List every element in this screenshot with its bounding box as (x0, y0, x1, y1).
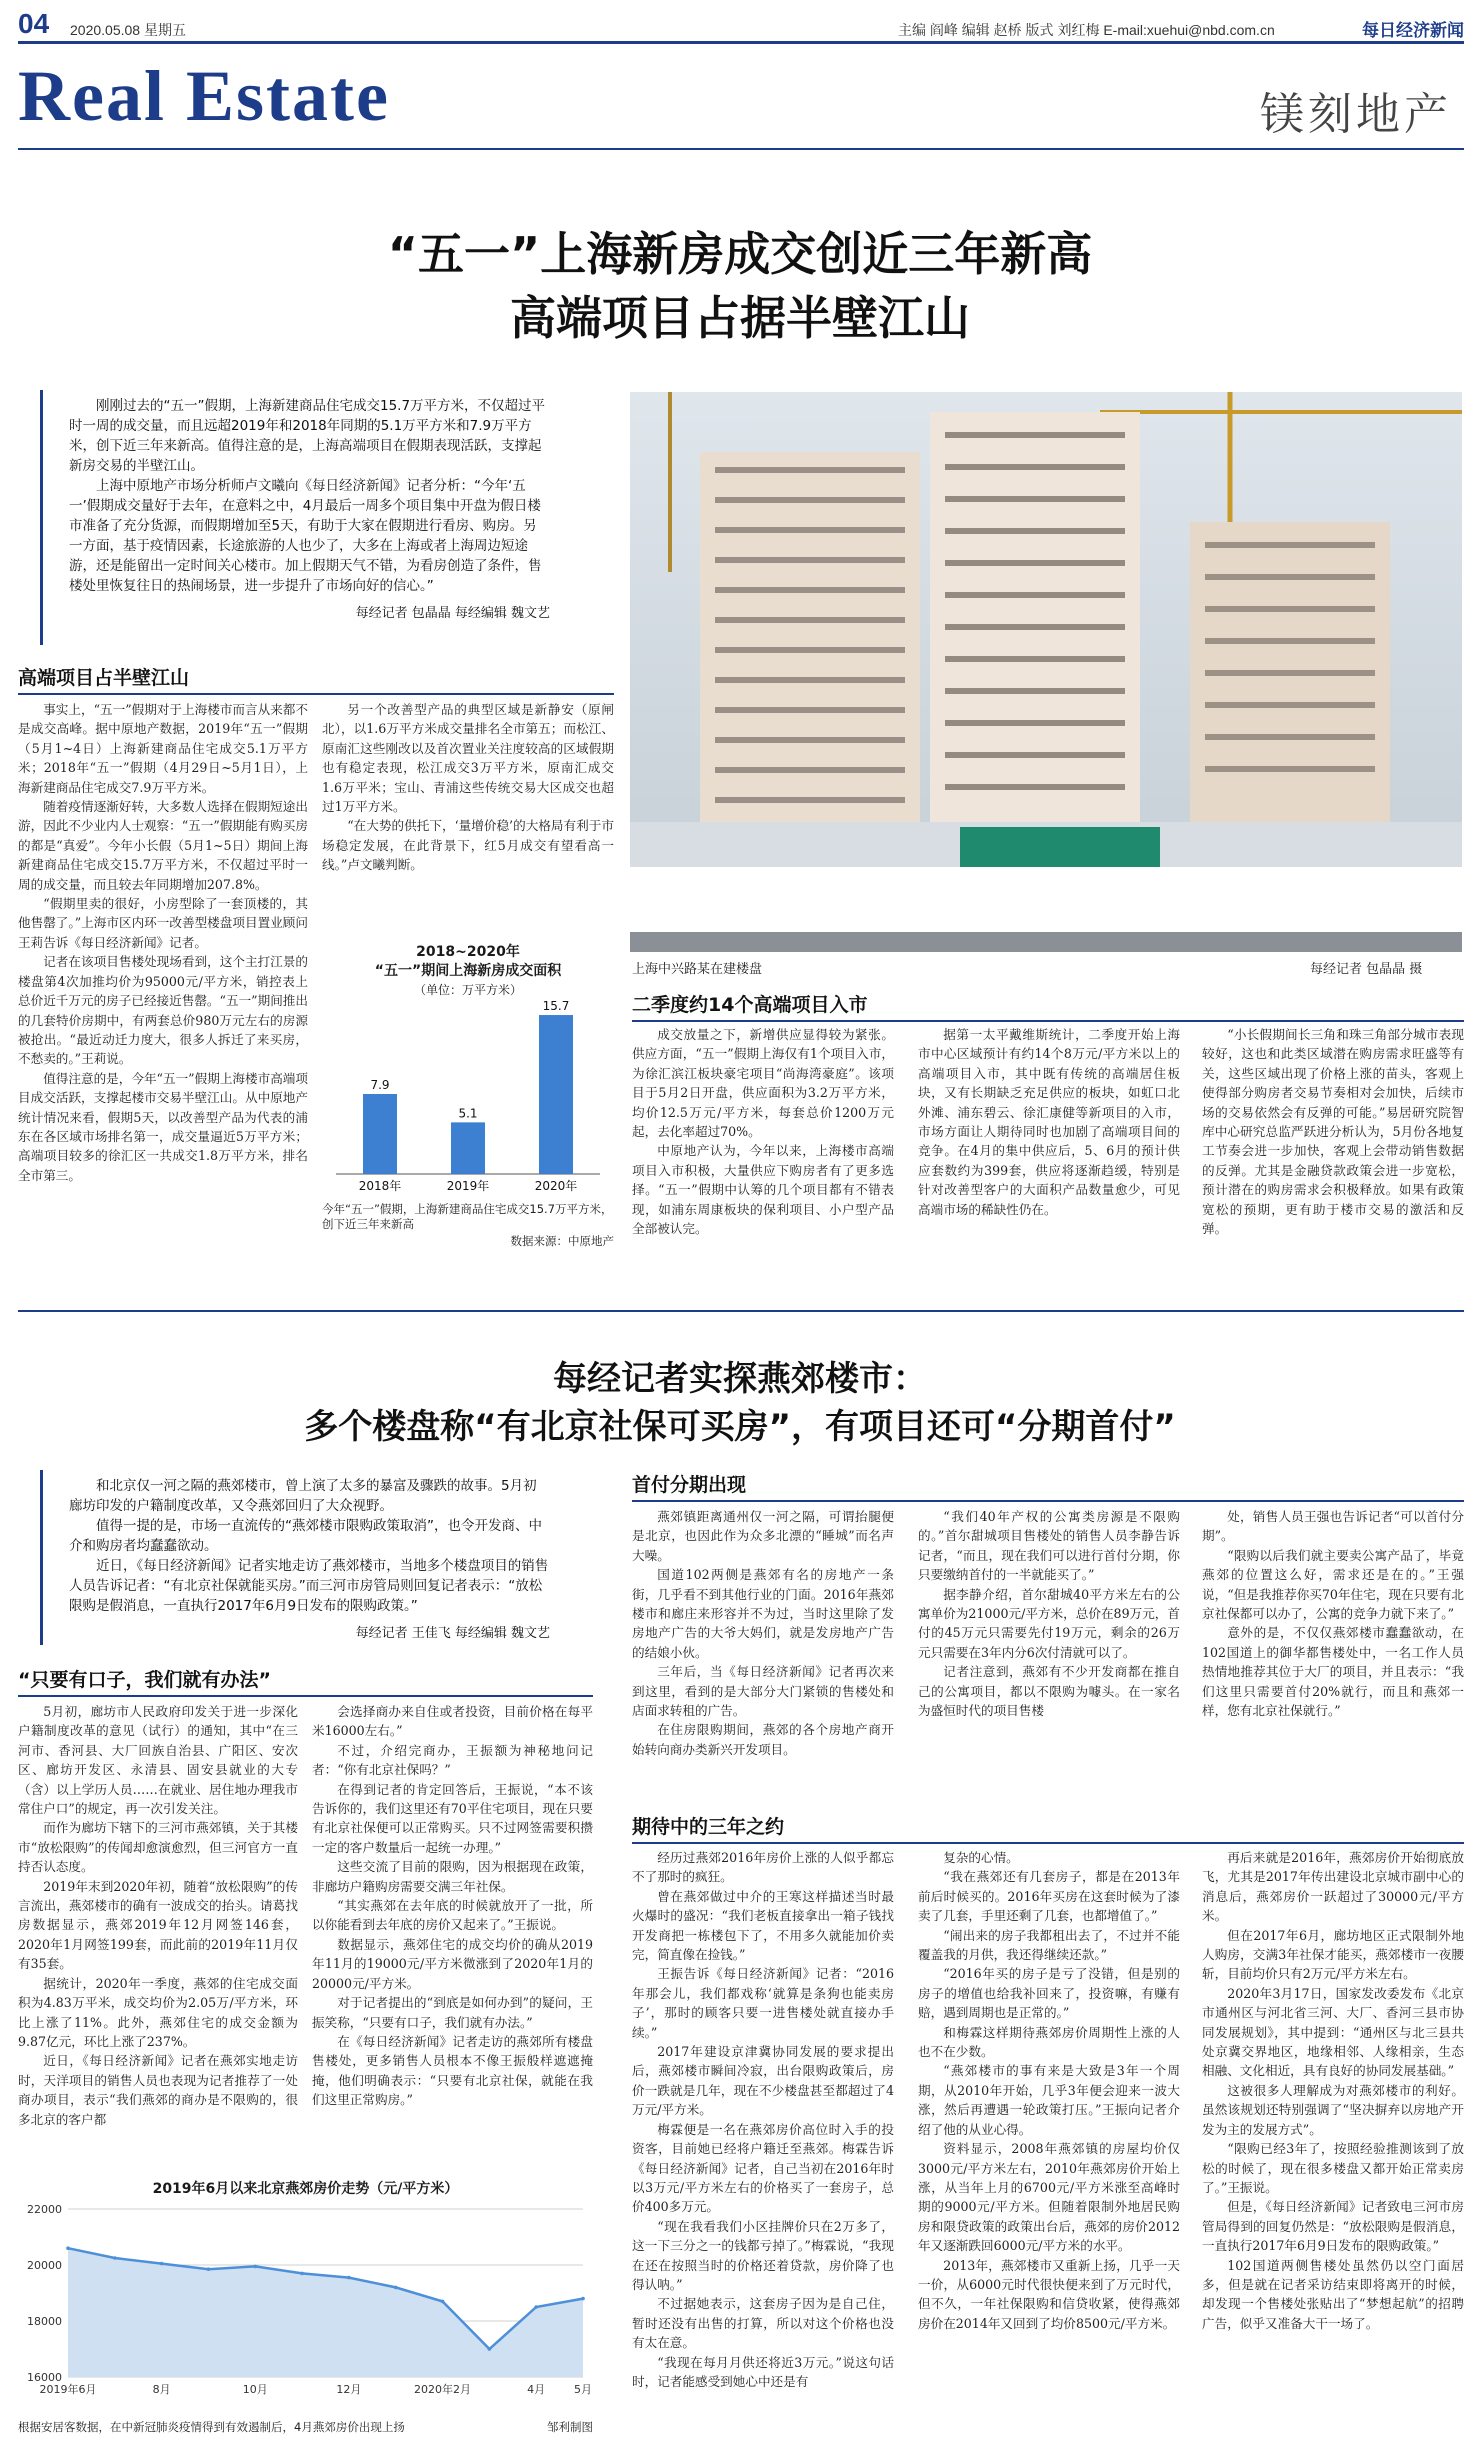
paragraph: 曾在燕郊做过中介的王寒这样描述当时最火爆时的盛况：“我们老板直接拿出一箱子钱找开发商把一栋楼包下了，不用多久就能加价卖完，简直像在捡钱。” (632, 1888, 894, 1963)
section-title-cn: 镁刻地产 (1260, 89, 1452, 140)
paragraph: 国道102两侧是燕郊有名的房地产一条街，几乎看不到其他行业的门面。2016年燕郊楼市和廊庄来形容并不为过，当时这里除了发房地产广告的大爷大妈们，就是发房地产广告的结娘小伙。 (632, 1567, 894, 1660)
paragraph: 成交放量之下，新增供应显得较为紧张。供应方面，“五一”假期上海仅有1个项目入市，为徐汇滨江板块豪宅项目“尚海湾豪庭”。该项目于5月2日开盘，供应面积为3.2万平方米，均价12.5万元/平方米，每套总价1200万元起，去化率超过70%。 (632, 1027, 894, 1140)
data-point (581, 2297, 585, 2301)
story2-lead-paragraph: 和北京仅一河之隔的燕郊楼市，曾上演了太多的暴富及骤跌的故事。5月初廊坊印发的户籍制度改革，又令燕郊回归了大众视野。 (69, 1478, 537, 1514)
series-area (68, 2248, 583, 2377)
line-chart-svg (18, 2199, 593, 2409)
chart-note: 今年“五一”假期，上海新建商品住宅成交15.7万平方米，创下近三年来新高 (322, 1202, 613, 1231)
paragraph: 2017年建设京津冀协同发展的要求提出后，燕郊楼市瞬间冷寂，出台限购政策后，房价一跌就是几年，现在不少楼盘甚至都超过了4万元/平方米。 (632, 2044, 894, 2118)
bar (539, 1015, 573, 1174)
paragraph: “闹出来的房子我都租出去了，不过并不能覆盖我的月供，我还得继续还款。” (918, 1927, 1180, 1963)
x-tick-label: 2019年6月 (39, 2383, 97, 2396)
chart-unit: （单位：万平方米） (413, 983, 522, 997)
chart-source: 数据来源：中原地产 (510, 1234, 614, 1248)
paragraph: 中原地产认为，今年以来，上海楼市高端项目入市积极，大量供应下购房者有了更多选择。“五一”假期中认筹的几个项目都有不错表现，如浦东周康板块的保利项目、小户型产品全部被认完。 (632, 1143, 894, 1237)
photo-caption: 上海中兴路某在建楼盘 (632, 962, 763, 977)
paragraph: 2020年3月17日，国家发改委发布《北京市通州区与河北省三河、大厂、香河三县市协同发展规划》，其中提到：“通州区与北三县共处京冀交界地区，地缘相邻、人缘相亲，生态相融、文化相近，具有良好的协同发展基础。” (1202, 1985, 1464, 2079)
paragraph: 意外的是，不仅仅燕郊楼市蠢蠢欲动，在102国道上的御华都售楼处中，一名工作人员热情地推荐其位于大厂的项目，并且表示：“我们这里只需要首付20%就行，而且和燕郊一样，您有北京社保就行。” (1202, 1625, 1464, 1719)
chart-title-line1: 2018~2020年 (416, 944, 520, 960)
story1-column-4 (918, 1025, 1180, 1300)
story1-subhead-1: 高端项目占半壁江山 (18, 663, 614, 695)
data-point (253, 2265, 257, 2269)
paragraph: 据第一太平戴维斯统计，二季度开始上海市中心区域预计有约14个8万元/平方米以上的高端项目入市，其中既有传统的高端居住板块，又有长期缺乏充足供应的板块，如虹口北外滩、浦东碧云、徐汇康健等新项目的入市，市场方面让人期待同时也加剧了高端项目间的竞争。在4月的集中供应后，5、6月的预计供应套数约为399套，供应将逐渐趋缓，特别是针对改善型客户的大面积产品数量愈少，可见高端市场的稀缺性仍在。 (918, 1027, 1180, 1217)
story2-subhead-3: 期待中的三年之约 (632, 1812, 1464, 1844)
paragraph: “小长假期间长三角和珠三角部分城市表现较好，这也和此类区域潜在购房需求旺盛等有关，这些区域出现了价格上涨的苗头，客观上使得部分购房者交易节奏相对会加快，后续市场的交易依然会有反弹的可能。”易居研究院智库中心研究总监严跃进分析认为，5月份各地复工节奏会进一步加快，客观上会带动销售数据的反弹。尤其是金融贷款政策会进一步宽松，预计潜在的购房需求会积极释放。如果有政策宽松的预期，更有助于楼市交易的激活和反弹。 (1202, 1027, 1464, 1237)
data-point (207, 2267, 211, 2271)
story2-subhead-1: “只要有口子，我们就有办法” (18, 1665, 593, 1697)
paragraph: 值得注意的是，今年“五一”假期上海楼市高端项目成交活跃，支撑起楼市交易半壁江山。从中原地产统计情况来看，假期5天，以改善型产品为代表的浦东在各区域市场排名第一，成交量逼近5万平方米；高端项目较多的徐汇区一共成交1.8万平方米，排名全市第三。 (18, 1070, 308, 1183)
paragraph: 记者注意到，燕郊有不少开发商都在推自己的公寓项目，都以不限购为噱头。在一家名为盛恒时代的项目售楼 (918, 1664, 1180, 1719)
paragraph: 这些交流了目前的限购，因为根据现在政策，非廊坊户籍购房需要交满三年社保。 (312, 1859, 593, 1894)
construction-photo (630, 392, 1462, 952)
paragraph: 另一个改善型产品的典型区域是新静安（原闸北），以1.6万平方米成交量排名全市第五；而松江、原南汇这些刚改以及首次置业关注度较高的区域假期也有稳定表现，松江成交3万平方米，原南汇成交1.6万平米；宝山、青浦这些传统交易大区成交也超过1万平方米。 (322, 702, 614, 815)
line-chart-yanjiao-prices (18, 2180, 593, 2440)
story2-subhead-2: 首付分期出现 (632, 1470, 1464, 1502)
paragraph: “我们40年产权的公寓类房源是不限购的。”首尔甜城项目售楼处的销售人员李静告诉记者，“而且，现在我们可以进行首付分期，你只要缴纳首付的一半就能买了。” (918, 1509, 1180, 1583)
paragraph: 5月初，廊坊市人民政府印发关于进一步深化户籍制度改革的意见（试行）的通知，其中“在三河市、香河县、大厂回族自治县、广阳区、安次区、廊坊开发区、永清县、固安县就业的大专（含）以上学历人员……在就业、居住地办理我市常住户口”的规定，再一次引发关注。 (18, 1704, 298, 1817)
chart-credit: 邹利制图 (547, 2420, 593, 2434)
paragraph: 王振告诉《每日经济新闻》记者：“2016年那会儿，我们都戏称‘就算是条狗也能卖房子’，那时的顾客只要一进售楼处就直接办手续。” (632, 1966, 894, 2040)
paragraph: “2016年买的房子是亏了没错，但是别的房子的增值也给我补回来了，投资嘛，有赚有赔，遇到周期也是正常的。” (918, 1966, 1180, 2021)
paragraph: “假期里卖的很好，小房型除了一套顶楼的，其他售罄了。”上海市区内环一改善型楼盘项目置业顾问王莉告诉《每日经济新闻》记者。 (18, 896, 308, 950)
building-illustration (630, 392, 1462, 952)
editor-credits: 主编 阎峰 编辑 赵桥 版式 刘红梅 E-mail:xuehui@nbd.com.cn (898, 22, 1275, 38)
section-title-en: Real Estate (18, 56, 390, 136)
story2-column-3 (632, 1507, 894, 1799)
masthead-bar (18, 10, 1464, 44)
paragraph: “其实燕郊在去年底的时候就放开了一批，所以你能看到去年底的房价又起来了。”王振说。 (312, 1898, 593, 1933)
story1-column-5 (1202, 1025, 1464, 1300)
paragraph: 近日，《每日经济新闻》记者在燕郊实地走访时，天洋项目的销售人员也表现为记者推荐了一处商办项目，表示“我们燕郊的商办是不限购的，很多北京的客户都 (18, 2053, 298, 2127)
story1-lead-box (40, 390, 560, 645)
data-label: 7.9 (370, 1078, 390, 1093)
paragraph: “在大势的供托下，‘量增价稳’的大格局有利于市场稳定发展，在此背景下，红5月成交有望看高一线。”卢文曦判断。 (322, 818, 614, 873)
data-point (347, 2276, 351, 2280)
story2-column-4 (918, 1507, 1180, 1799)
story2-byline: 每经记者 王佳飞 每经编辑 魏文艺 (355, 1626, 550, 1641)
chart-note: 根据安居客数据，在中新冠肺炎疫情得到有效遏制后，4月燕郊房价出现上扬 (18, 2420, 405, 2434)
paragraph: 102国道两侧售楼处虽然仍以空门面居多，但是就在记者采访结束即将离开的时候，却发现一个售楼处张贴出了“梦想起航”的招聘广告，似乎又准备大干一场了。 (1202, 2257, 1464, 2331)
bar-chart-shanghai-may-day (322, 943, 614, 1283)
paragraph: 记者在该项目售楼处现场看到，这个主打江景的楼盘第4次加推均价为95000元/平方米，销控表上总价近千万元的房子已经接近售罄。“五一”期间推出的几套特价房期中，有两套总价980万元左右的房源被抢出。“最近动迁力度大，很多人拆迁了来买房，不愁卖的。”王莉说。 (18, 954, 308, 1067)
data-point (113, 2256, 117, 2260)
photo-credit: 每经记者 包晶晶 摄 (1310, 962, 1423, 977)
story2-lead-paragraph: 值得一提的是，市场一直流传的“燕郊楼市限购政策取消”，也令开发商、中介和购房者均蠢蠢欲动。 (69, 1518, 542, 1554)
story2-column-8 (1202, 1848, 1464, 2440)
paragraph: 在住房限购期间，燕郊的各个房地产商开始转向商办类新兴开发项目。 (632, 1722, 894, 1757)
x-tick-label: 2020年 (534, 1179, 578, 1193)
chart-title-line2: “五一”期间上海新房成交面积 (374, 963, 562, 979)
y-tick-label: 16000 (27, 2371, 62, 2384)
x-tick-label: 2020年2月 (414, 2383, 472, 2396)
x-tick-label: 8月 (152, 2383, 171, 2396)
x-tick-label: 2018年 (358, 1179, 402, 1193)
data-point (300, 2272, 304, 2276)
paragraph: “限购以后我们就主要卖公寓产品了，毕竟燕郊的位置这么好，需求还是在的。”王强说，“但是我推荐你买70年住宅，现在只要有北京社保都可以办了，公寓的竞争力就下来了。” (1202, 1547, 1464, 1622)
paragraph: 处，销售人员王强也告诉记者“可以首付分期”。 (1202, 1509, 1464, 1544)
chart-title: 2019年6月以来北京燕郊房价走势（元/平方米） (152, 2181, 459, 2197)
paragraph: 而作为廊坊下辖下的三河市燕郊镇，关于其楼市“放松限购”的传闻却愈演愈烈，但三河官方一直持否认态度。 (18, 1820, 298, 1875)
paragraph: 梅霖便是一名在燕郊房价高位时入手的投资客，目前她已经将户籍迁至燕郊。梅霖告诉《每日经济新闻》记者，自己当初在2016年时以3万元/平方米左右的价格买了一套房子，总价400多万元。 (632, 2121, 894, 2215)
paragraph: 数据显示，燕郊住宅的成交均价的确从2019年11月的19000元/平方米微涨到了2020年1月的20000元/平方米。 (312, 1936, 593, 1991)
paragraph: “现在我看我们小区挂牌价只在2万多了，这一下三分之一的钱都亏掉了。”梅霖说，“我现在还在按照当时的价格还着贷款，房价降了也得认呐。” (632, 2218, 894, 2292)
data-label: 5.1 (458, 1106, 478, 1121)
paragraph: 但是，《每日经济新闻》记者致电三河市房管局得到的回复仍然是：“放松限购是假消息，一直执行2017年6月9日发布的限购政策。” (1202, 2199, 1464, 2254)
paragraph: 再后来就是2016年，燕郊房价开始彻底放飞，尤其是2017年传出建设北京城市副中心的消息后，燕郊房价一跃超过了30000元/平方米。 (1202, 1850, 1464, 1924)
data-point (66, 2246, 70, 2250)
story2-lead-paragraph: 近日，《每日经济新闻》记者实地走访了燕郊楼市，当地多个楼盘项目的销售人员告诉记者：“有北京社保就能买房。”而三河市房管局则回复记者表示：“放松限购是假消息，一直执行2017年6月9日发布的限购政策。” (69, 1558, 549, 1614)
paragraph: 会选择商办来自住或者投资，目前价格在每平米16000左右。” (312, 1704, 593, 1739)
section-divider (18, 148, 1464, 150)
story1-lead-paragraph: 刚刚过去的“五一”假期，上海新建商品住宅成交15.7万平方米，不仅超过平时一周的成交量，而且远超2019年和2018年同期的5.1万平方米和7.9万平方米，创下近三年来新高。值得注意的是，上海高端项目在假期表现活跃，支撑起新房交易的半壁江山。 (69, 398, 546, 474)
story1-column-2 (322, 700, 614, 938)
paragraph: 和梅霖这样期待燕郊房价周期性上涨的人也不在少数。 (918, 2024, 1180, 2060)
story2-lead-box (40, 1470, 560, 1645)
y-tick-label: 18000 (27, 2315, 62, 2328)
data-point (534, 2305, 538, 2309)
story1-headline-line1: “五一”上海新房成交创近三年新高 (387, 227, 1093, 281)
newspaper-name: 每日经济新闻 (1362, 21, 1464, 41)
paragraph: 对于记者提出的“到底是如何办到”的疑问，王振笑称，“只要有口子，我们就有办法。” (312, 1995, 593, 2030)
paragraph: 随着疫情逐渐好转，大多数人选择在假期短途出游，因此不少业内人士观察：“五一”假期能有购买房的都是“真爱”。今年小长假（5月1~5日）期间上海新建商品住宅成交15.7万平方米，不仅超过平时一周的成交量，而且较去年同期增加207.8%。 (18, 799, 308, 892)
x-tick-label: 12月 (336, 2383, 362, 2396)
paragraph: “我现在每月月供还将近3万元。”说这句话时，记者能感受到她心中还是有 (632, 2354, 894, 2389)
paragraph: 2013年，燕郊楼市又重新上扬，几乎一天一价，从6000元时代很快便来到了万元时代，但不久，一年社保限购和信贷收紧，使得燕郊房价在2014年又回到了均价8500元/平方米。 (918, 2257, 1180, 2331)
story2-headline-line2: 多个楼盘称“有北京社保可买房”，有项目还可“分期首付” (304, 1407, 1176, 1447)
story2-column-2 (312, 1702, 593, 2174)
story1-lead-paragraph: 上海中原地产市场分析师卢文曦向《每日经济新闻》记者分析：“今年‘五一’假期成交量好于去年，在意料之中，4月最后一周多个项目集中开盘为假日楼市准备了充分货源，而假期增加至5天，有助于大家在假期进行看房、购房。另一方面，基于疫情因素，长途旅游的人也少了，大多在上海或者上海周边短途游，还是能留出一定时间关心楼市。加上假期天气不错，为看房创造了条件，售楼处里恢复往日的热闹场景，进一步提升了市场向好的信心。” (69, 478, 542, 594)
data-label: 15.7 (542, 999, 570, 1014)
x-tick-label: 5月 (574, 2383, 592, 2396)
paragraph: 在得到记者的肯定回答后，王振说，“本不该告诉你的，我们这里还有70平住宅项目，现在只要有北京社保便可以正常购买。只不过网签需要积攒一定的客户数量后一起统一办理。” (312, 1781, 593, 1855)
paragraph: 据李静介绍，首尔甜城40平方米左右的公寓单价为21000元/平方米，总价在89万元，首付的45万元只需要先付19万元，剩余的26万元只需要在3年内分6次付清就可以了。 (918, 1586, 1180, 1660)
bar (451, 1122, 485, 1174)
paragraph: 复杂的心情。 (943, 1850, 1019, 1865)
story2-column-5 (1202, 1507, 1464, 1799)
data-point (441, 2300, 445, 2304)
story-divider (18, 1310, 1464, 1312)
paragraph: 资料显示，2008年燕郊镇的房屋均价仅3000元/平方米左右，2010年燕郊房价开始上涨，从当年上月的6700元/平方米涨至高峰时期的9000元/平方米。但随着限制外地居民购房和限贷政策的政策出台后，燕郊的房价2012年又逐渐跌回6000元/平方米的水平。 (918, 2141, 1180, 2254)
paragraph: 但在2017年6月，廊坊地区正式限制外地人购房，交满3年社保才能买，燕郊楼市一夜腰斩，目前均价只有2万元/平方米左右。 (1202, 1927, 1464, 1982)
story1-column-1 (18, 700, 308, 1290)
bar (363, 1094, 397, 1174)
page-number: 04 (18, 8, 50, 39)
issue-date: 2020.05.08 星期五 (70, 22, 186, 38)
story1-column-3 (632, 1025, 894, 1300)
paragraph: 这被很多人理解成为对燕郊楼市的利好。虽然该规划还特别强调了“坚决摒弃以房地产开发为主的发展方式”。 (1202, 2082, 1464, 2137)
y-tick-label: 20000 (27, 2259, 62, 2272)
story2-headline-line1: 每经记者实探燕郊楼市： (553, 1359, 927, 1399)
data-point (488, 2347, 492, 2351)
paragraph: “限购已经3年了，按照经验推测该到了放松的时候了，现在很多楼盘又都开始正常卖房了。”王振说。 (1202, 2141, 1464, 2195)
story1-subhead-2: 二季度约14个高端项目入市 (632, 990, 1464, 1022)
paragraph: 2019年末到2020年初，随着“放松限购”的传言流出，燕郊楼市的确有一波成交的抬头。请葛找房数据显示，燕郊2019年12月网签146套，2020年1月网签199套，而此前的2019年11月仅有35套。 (18, 1878, 298, 1972)
story2-column-6 (632, 1848, 894, 2440)
x-tick-label: 2019年 (446, 1179, 490, 1193)
story2-column-1 (18, 1702, 298, 2174)
paragraph: 燕郊镇距离通州仅一河之隔，可谓抬腿便是北京，也因此作为众多北漂的“睡城”而名声大噪。 (632, 1509, 894, 1563)
paragraph: 经历过燕郊2016年房价上涨的人似乎都忘不了那时的疯狂。 (632, 1850, 894, 1885)
paragraph: “燕郊楼市的事有来是大致是3年一个周期，从2010年开始，几乎3年便会迎来一波大涨，然后再遭遇一轮政策打压。”王振向记者介绍了他的从业心得。 (918, 2063, 1180, 2137)
story1-headline (150, 222, 1330, 350)
paragraph: 在《每日经济新闻》记者走访的燕郊所有楼盘售楼处，更多销售人员根本不像王振般样遮遮掩掩，他们明确表示：“只要有北京社保，就能在我们这里正常购房。” (312, 2033, 593, 2108)
paragraph: 据统计，2020年一季度，燕郊的住宅成交面积为4.83万平米，成交均价为2.05万/平方米，环比上涨了11%。此外，燕郊住宅的成交金额为9.87亿元，环比上涨了237%。 (18, 1975, 298, 2049)
data-point (160, 2262, 164, 2266)
data-point (394, 2286, 398, 2290)
story1-byline: 每经记者 包晶晶 每经编辑 魏文艺 (355, 606, 550, 621)
story1-headline-line2: 高端项目占据半壁江山 (510, 291, 970, 345)
bar-chart-svg (322, 998, 614, 1198)
paragraph: 三年后，当《每日经济新闻》记者再次来到这里，看到的是大部分大门紧锁的售楼处和店面求转租的广告。 (632, 1664, 894, 1719)
x-tick-label: 4月 (527, 2383, 546, 2396)
paragraph: “我在燕郊还有几套房子，都是在2013年前后时候买的。2016年买房在这套时候为了漆卖了几套，手里还剩了几套，也都增值了。” (918, 1869, 1180, 1924)
y-tick-label: 22000 (27, 2203, 62, 2216)
paragraph: 事实上，“五一”假期对于上海楼市而言从来都不是成交高峰。据中原地产数据，2019年“五一”假期（5月1~4日）上海新建商品住宅成交5.1万平方米；2018年“五一”假期（4月29日~5月1日），上海新建商品住宅成交7.9万平方米。 (18, 702, 308, 795)
x-tick-label: 10月 (242, 2383, 268, 2396)
story2-column-7 (918, 1848, 1180, 2440)
story2-headline (150, 1355, 1330, 1451)
paragraph: 不过据她表示，这套房子因为是自己住，暂时还没有出售的打算，所以对这个价格也没有太在意。 (632, 2296, 894, 2351)
paragraph: 不过，介绍完商办，王振额为神秘地问记者：“你有北京社保吗？” (312, 1742, 593, 1778)
